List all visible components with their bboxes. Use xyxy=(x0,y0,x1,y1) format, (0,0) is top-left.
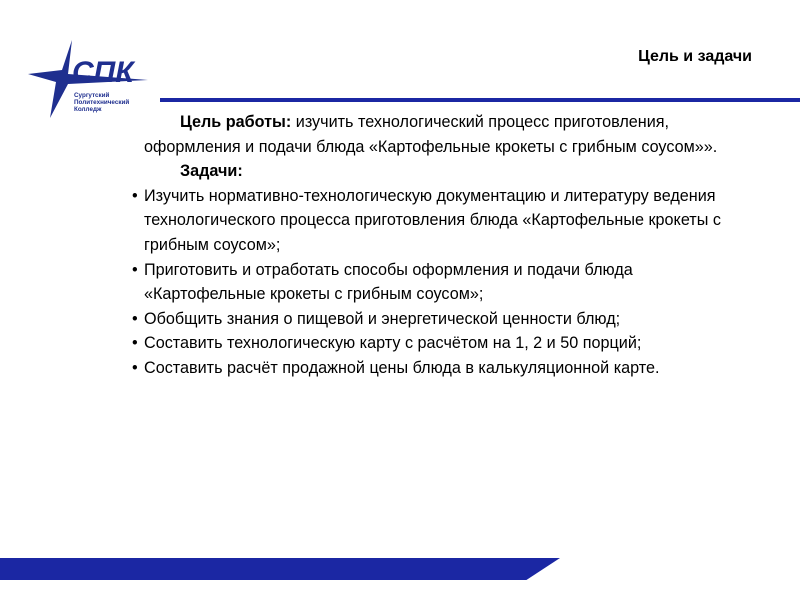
logo-abbr: СПК xyxy=(72,56,134,89)
header-divider xyxy=(160,98,800,102)
bullet: • xyxy=(132,260,138,279)
goal-label: Цель работы: xyxy=(180,113,292,131)
bullet: • xyxy=(132,309,138,328)
goal-text: изучить технологический процесс приготовления, оформления и подачи блюда «Картофельные крокеты с грибным соусом»». xyxy=(144,113,718,156)
task-text: Изучить нормативно-технологическую документацию и литературу ведения технологического процесса приготовления блюда «Картофельные крокеты с грибным соусом»; xyxy=(144,186,721,254)
list-item xyxy=(132,331,752,356)
list-item xyxy=(132,258,752,307)
slide-title: Цель и задачи xyxy=(638,48,752,65)
bullet: • xyxy=(132,334,138,353)
task-text: Составить расчёт продажной цены блюда в калькуляционной карте. xyxy=(144,358,660,377)
goal-paragraph xyxy=(132,110,752,159)
bullet: • xyxy=(132,358,138,377)
task-text: Приготовить и отработать способы оформления и подачи блюда «Картофельные крокеты с грибным соусом»; xyxy=(144,260,633,304)
list-item xyxy=(132,356,752,381)
tasks-heading: Задачи: xyxy=(180,162,243,181)
list-item xyxy=(132,307,752,332)
task-text: Составить технологическую карту с расчётом на 1, 2 и 50 порций; xyxy=(144,334,642,353)
logo-caption-line: Сургутский xyxy=(74,92,110,99)
slide-content xyxy=(132,110,752,381)
bullet: • xyxy=(132,186,138,205)
task-text: Обобщить знания о пищевой и энергетической ценности блюд; xyxy=(144,309,621,328)
footer-band xyxy=(0,558,560,580)
tasks-list xyxy=(132,184,752,381)
logo-caption-line: Политехнический xyxy=(74,99,130,107)
logo-caption-line: Колледж xyxy=(74,106,102,114)
list-item xyxy=(132,184,752,258)
college-logo xyxy=(28,40,158,120)
